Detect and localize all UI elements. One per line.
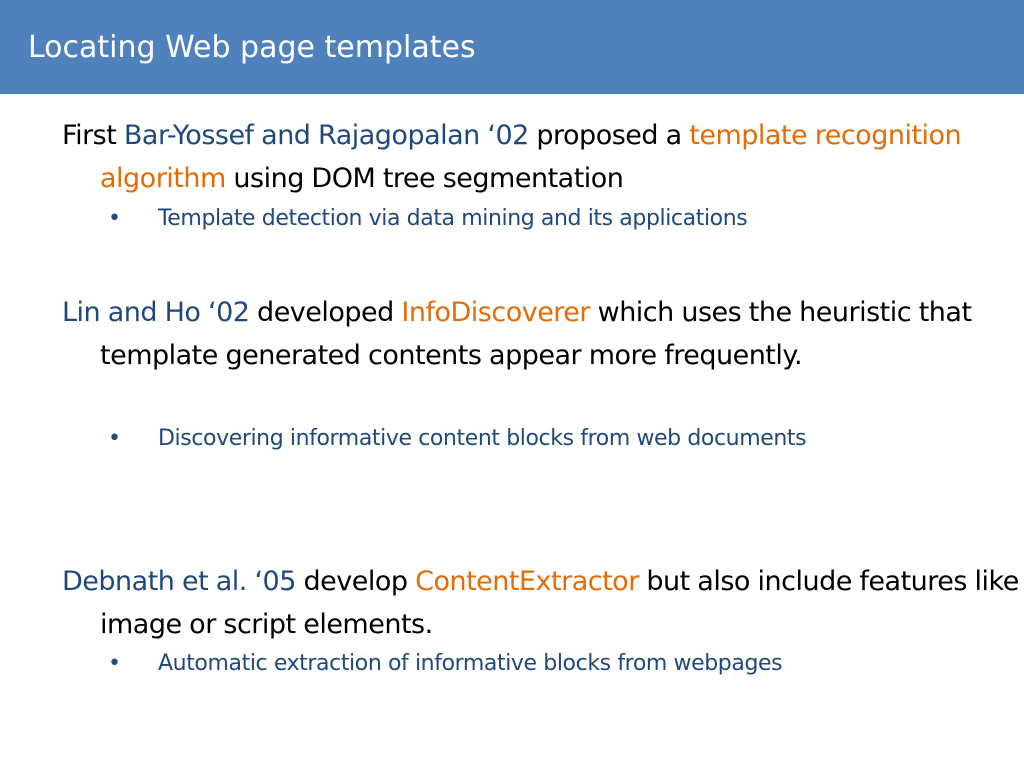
paper-title: Discovering informative content blocks from web documents (158, 426, 807, 451)
description-text: using DOM tree segmentation (225, 163, 624, 194)
connector-text: developed (249, 297, 402, 328)
paragraph-lin-ho (62, 291, 1024, 377)
system-name: template recognition algorithm (100, 120, 962, 194)
bullet-icon: • (108, 206, 121, 231)
author-citation: Bar-Yossef and Rajagopalan ‘02 (123, 120, 529, 151)
description-text: which uses the heuristic that template generated contents appear more frequently. (100, 297, 972, 371)
description-text: but also include features like image or script elements. (100, 566, 1019, 640)
paragraph-debnath (62, 560, 1024, 646)
connector-text: develop (295, 566, 416, 597)
sub-bullet-paper-1 (108, 200, 1024, 238)
sub-bullet-paper-3 (108, 645, 1024, 683)
author-citation: Debnath et al. ‘05 (62, 566, 296, 597)
author-citation: Lin and Ho ‘02 (62, 297, 250, 328)
bullet-icon: • (108, 651, 121, 676)
sub-bullet-paper-2 (108, 420, 1024, 458)
bullet-icon: • (108, 426, 121, 451)
system-name: InfoDiscoverer (401, 297, 591, 328)
connector-text: proposed a (528, 120, 690, 151)
paper-title: Template detection via data mining and its applications (158, 206, 748, 231)
system-name: ContentExtractor (415, 566, 639, 597)
paper-title: Automatic extraction of informative blocks from webpages (158, 651, 783, 676)
slide-title: Locating Web page templates (28, 30, 476, 65)
paragraph-bar-yossef (62, 114, 1024, 200)
lead-text: First (62, 120, 124, 151)
